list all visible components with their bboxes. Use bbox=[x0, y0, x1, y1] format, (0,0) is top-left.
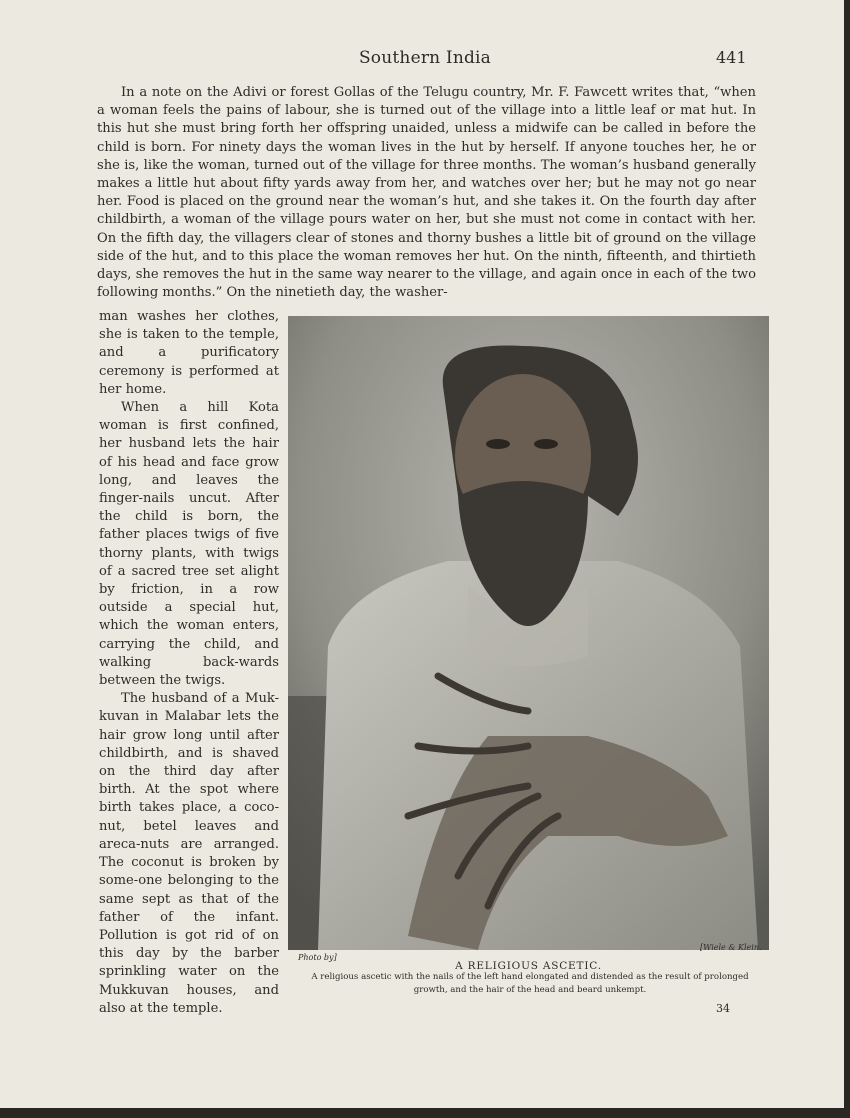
mukkuvan-paragraph: The husband of a Muk-kuvan in Malabar lets the hair grow long until after childbirth, and is shaved on the third day after birth. At the spot where birth takes place, a coco-nut, betel leaves and areca-nuts are arranged. The coconut is broken by some-one belonging to the same sept as that of the father of the infant. Pollution is got rid of on this day by the barber sprinkling water on the Mukkuvan houses, and also at the temple. bbox=[99, 691, 279, 1016]
ascetic-photograph bbox=[288, 316, 769, 950]
left-text-column bbox=[99, 308, 279, 1018]
running-title: Southern India bbox=[358, 48, 492, 68]
caption-text: A religious ascetic with the nails of the left hand elongated and distended as the result of prolonged growth, and the hair of the head and beard unkempt. bbox=[311, 972, 749, 995]
caption-title: A RELIGIOUS ASCETIC. bbox=[455, 960, 602, 972]
page-header bbox=[0, 48, 844, 74]
opening-paragraph: In a note on the Adivi or forest Gollas of the Telugu country, Mr. F. Fawcett writes that, “when a woman feels the pains of labour, she is turned out of the village into a little leaf or mat hut. In this hut she must bring forth her offspring unaided, unless a midwife can be called in before the child is born. For ninety days the woman lives in the hut by herself. If anyone touches her, he or she is, like the woman, turned out of the village for three months. The woman’s husband generally makes a little hut about fifty yards away from her, and watches over her; but he may not go near her. Food is placed on the ground near the woman’s hut, and she takes it. On the fourth day after childbirth, a woman of the village pours water on her, but she must not come in contact with her. On the fifth day, the villagers clear of stones and thorny bushes a little bit of ground on the village side of the hut, and to this place the woman removes her hut. On the ninth, fifteenth, and thirtieth days, she removes the hut in the same way nearer to the village, and again once in each of the two following months.” On the ninetieth day, the washer- bbox=[97, 85, 756, 301]
page-number: 441 bbox=[716, 48, 747, 67]
photo-credit-left: Photo by] bbox=[298, 953, 337, 962]
portrait-illustration bbox=[288, 316, 769, 950]
continued-paragraph: man washes her clothes, she is taken to the temple, and a purificatory ceremony is performed at her home. bbox=[99, 309, 279, 397]
signature-mark: 34 bbox=[716, 1002, 730, 1015]
photo-credit-right: [Wiele & Klein. bbox=[700, 943, 762, 952]
kota-paragraph: When a hill Kota woman is first confined, her husband lets the hair of his head and face grow long, and leaves the finger-nails uncut. After the child is born, the father places twigs of five thorny plants, with twigs of a sacred tree set alight by friction, in a row outside a special hut, which the woman enters, carrying the child, and walking back-wards between the twigs. bbox=[99, 400, 279, 689]
